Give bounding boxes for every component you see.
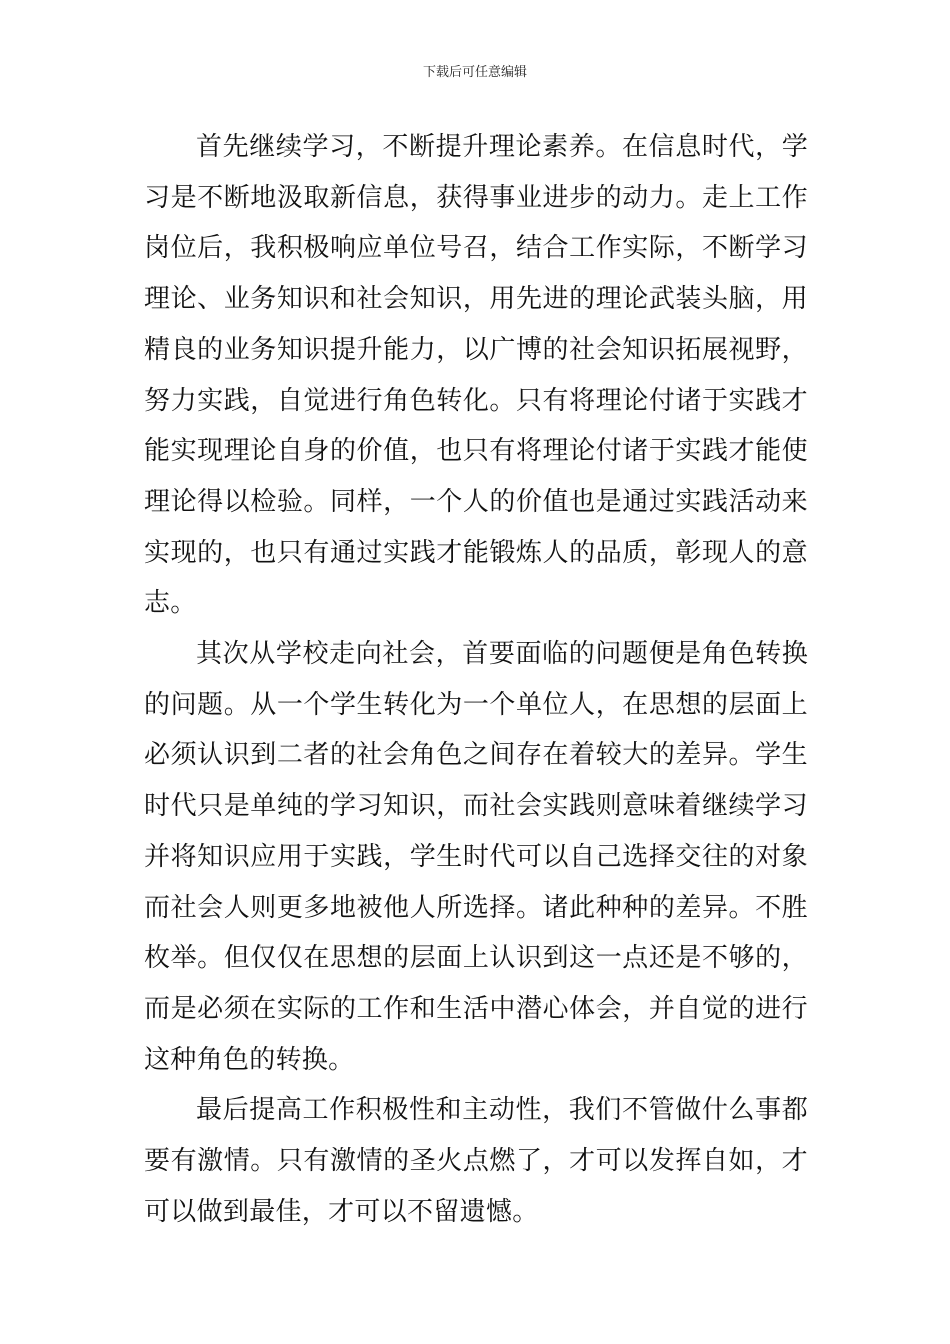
paragraph-study: 首先继续学习，不断提升理论素养。在信息时代，学习是不断地汲取新信息，获得事业进步的动力。走上工作岗位后，我积极响应单位号召，结合工作实际，不断学习理论、业务知识和社会知识，用先进的理论武装头脑，用精良的业务知识提升能力，以广博的社会知识拓展视野，努力实践，自觉进行角色转化。只有将理论付诸于实践才能实现理论自身的价值，也只有将理论付诸于实践才能使理论得以检验。同样，一个人的价值也是通过实践活动来实现的，也只有通过实践才能锻炼人的品质，彰现人的意志。 — [144, 132, 808, 619]
paragraph-role-change: 其次从学校走向社会，首要面临的问题便是角色转换的问题。从一个学生转化为一个单位人，在思想的层面上必须认识到二者的社会角色之间存在着较大的差异。学生时代只是单纯的学习知识，而社会实践则意味着继续学习并将知识应用于实践，学生时代可以自己选择交往的对象而社会人则更多地被他人所选择。诸此种种的差异。不胜枚举。但仅仅在思想的层面上认识到这一点还是不够的，而是必须在实际的工作和生活中潜心体会，并自觉的进行这种角色的转换。 — [144, 639, 808, 1075]
paragraph-initiative: 最后提高工作积极性和主动性，我们不管做什么事都要有激情。只有激情的圣火点燃了，才可以发挥自如，才可以做到最佳，才可以不留遗憾。 — [144, 1095, 808, 1227]
document-body — [144, 122, 808, 1237]
page-header-note: 下载后可任意编辑 — [422, 65, 527, 80]
